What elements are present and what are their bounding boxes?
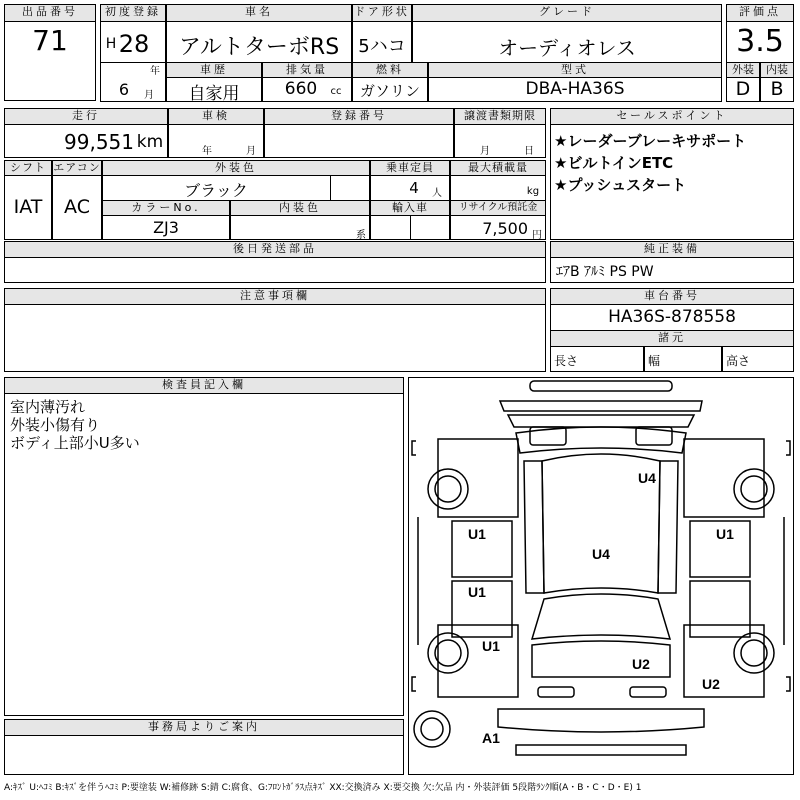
- genuine-equipment-header: 純正装備: [550, 241, 794, 258]
- sales-points-header: セールスポイント: [550, 108, 794, 125]
- door-value: 5ハコ: [358, 36, 406, 57]
- damage-mark-u2-rear: U2: [632, 656, 650, 672]
- ext-color-value: ブラック: [184, 181, 248, 200]
- displacement-unit: cc: [330, 86, 342, 97]
- interior-grade-value: B: [770, 78, 784, 100]
- mileage-unit: km: [136, 132, 164, 152]
- max-load-unit: kg: [526, 186, 540, 197]
- import-header: 輸入車: [370, 200, 450, 216]
- later-parts-box: [4, 257, 546, 283]
- era-value: H: [105, 36, 117, 52]
- recycle-value: 7,500: [482, 219, 528, 238]
- interior-grade-header: 内装: [760, 62, 794, 78]
- aircon-value: AC: [64, 196, 90, 218]
- damage-mark-a1-rear-bumper: A1: [482, 730, 500, 746]
- sales-point-1: ★レーダーブレーキサポート: [554, 132, 747, 150]
- transfer-deadline-header: 譲渡書類期限: [454, 108, 546, 125]
- inspector-header: 検査員記入欄: [4, 377, 404, 394]
- recycle-unit: 円: [532, 230, 542, 241]
- history-header: 車歴: [166, 62, 262, 78]
- score-header: 評価点: [726, 4, 794, 22]
- spec-width-label: 幅: [648, 354, 661, 368]
- displacement-value: 660: [284, 79, 318, 99]
- shift-value: IAT: [13, 196, 43, 218]
- transfer-month-unit: 月: [480, 146, 490, 157]
- damage-mark-u2-rear-right-fender: U2: [702, 676, 720, 692]
- history-value: 自家用: [188, 84, 240, 104]
- model-header: 型式: [428, 62, 722, 78]
- ext-color-header: 外装色: [102, 160, 370, 176]
- score-value: 3.5: [736, 24, 784, 59]
- damage-mark-u1-front-right-door: U1: [716, 526, 734, 542]
- sales-point-2: ★ビルトインETC: [554, 154, 674, 172]
- shift-header: シフト: [4, 160, 52, 176]
- car-name-value: アルトターボRS: [178, 35, 340, 60]
- capacity-unit: 人: [432, 188, 442, 199]
- car-name-header: 車名: [166, 4, 352, 22]
- month-unit: 月: [144, 90, 154, 101]
- displacement-header: 排気量: [262, 62, 352, 78]
- reg-no-cell: [264, 124, 454, 158]
- first-reg-header: 初度登録: [100, 4, 166, 22]
- inspector-note-3: ボディ上部小U多い: [10, 434, 140, 452]
- fuel-value: ガソリン: [359, 82, 420, 100]
- max-load-header: 最大積載量: [450, 160, 546, 176]
- int-color-header: 内装色: [230, 200, 370, 216]
- color-no-header: カラーNo.: [102, 200, 230, 216]
- car-diagram: [408, 377, 794, 775]
- month-value: 6: [118, 80, 130, 99]
- damage-mark-u1-rear-left-door: U1: [468, 584, 486, 600]
- damage-mark-u4-roof: U4: [592, 546, 610, 562]
- year-unit: 年: [150, 66, 160, 77]
- capacity-value: 4: [409, 179, 419, 197]
- int-color-cell: [230, 215, 370, 240]
- aircon-header: エアコン: [53, 161, 101, 174]
- office-box: [4, 735, 404, 775]
- model-value: DBA-HA36S: [525, 79, 625, 99]
- capacity-header: 乗車定員: [370, 160, 450, 176]
- inspection-month-unit: 月: [246, 146, 256, 157]
- ext-color-subcell: [330, 175, 370, 201]
- transfer-day-unit: 日: [524, 146, 534, 157]
- genuine-equipment-value: ｴｱB ｱﾙﾐ PS PW: [556, 264, 654, 280]
- spec-length-label: 長さ: [554, 354, 579, 368]
- legend-text: A:ｷｽﾞ U:ﾍｺﾐ B:ｷｽﾞを伴うﾍｺﾐ P:要塗装 W:補修跡 S:錆 C:腐食、G:ﾌﾛﾝﾄｶﾞﾗｽ点ｷｽﾞ XX:交換済み X:要交換 欠:欠品 内・外装評価 5段階ﾗﾝｸ順(A・B・C・D・E) 1: [4, 783, 642, 793]
- damage-mark-u1-front-left-door: U1: [468, 526, 486, 542]
- lot-no-header: 出品番号: [4, 4, 96, 22]
- grade-header: グレード: [412, 4, 722, 22]
- exterior-grade-value: D: [735, 78, 751, 100]
- year-value: 28: [118, 30, 150, 58]
- int-color-unit: 系: [356, 230, 366, 241]
- door-header: ドア形状: [352, 4, 412, 22]
- spec-height-label: 高さ: [726, 354, 751, 368]
- recycle-header: リサイクル預託金: [450, 200, 546, 216]
- inspector-note-2: 外装小傷有り: [10, 416, 101, 434]
- damage-mark-u4-hood: U4: [638, 470, 656, 486]
- import-subcell: [410, 215, 450, 240]
- inspector-note-1: 室内薄汚れ: [10, 398, 86, 416]
- specs-header: 諸元: [550, 330, 794, 347]
- later-parts-header: 後日発送部品: [4, 241, 546, 258]
- inspection-year-unit: 年: [202, 146, 212, 157]
- exterior-grade-header: 外装: [726, 62, 760, 78]
- mileage-header: 走行: [4, 108, 168, 125]
- fuel-header: 燃料: [352, 62, 428, 78]
- color-no-value: ZJ3: [153, 218, 179, 237]
- notes-header: 注意事項欄: [4, 288, 546, 305]
- damage-mark-u1-rear-left-fender: U1: [482, 638, 500, 654]
- inspection-header: 車検: [168, 108, 264, 125]
- reg-no-header: 登録番号: [264, 108, 454, 125]
- sales-point-3: ★プッシュスタート: [554, 176, 687, 194]
- chassis-no-header: 車台番号: [550, 288, 794, 305]
- lot-no-value: 71: [32, 24, 68, 57]
- office-header: 事務局よりご案内: [4, 719, 404, 736]
- grade-value: オーディオレス: [498, 36, 636, 60]
- notes-box: [4, 304, 546, 372]
- mileage-value: 99,551: [64, 130, 134, 154]
- chassis-no-value: HA36S-878558: [608, 307, 736, 327]
